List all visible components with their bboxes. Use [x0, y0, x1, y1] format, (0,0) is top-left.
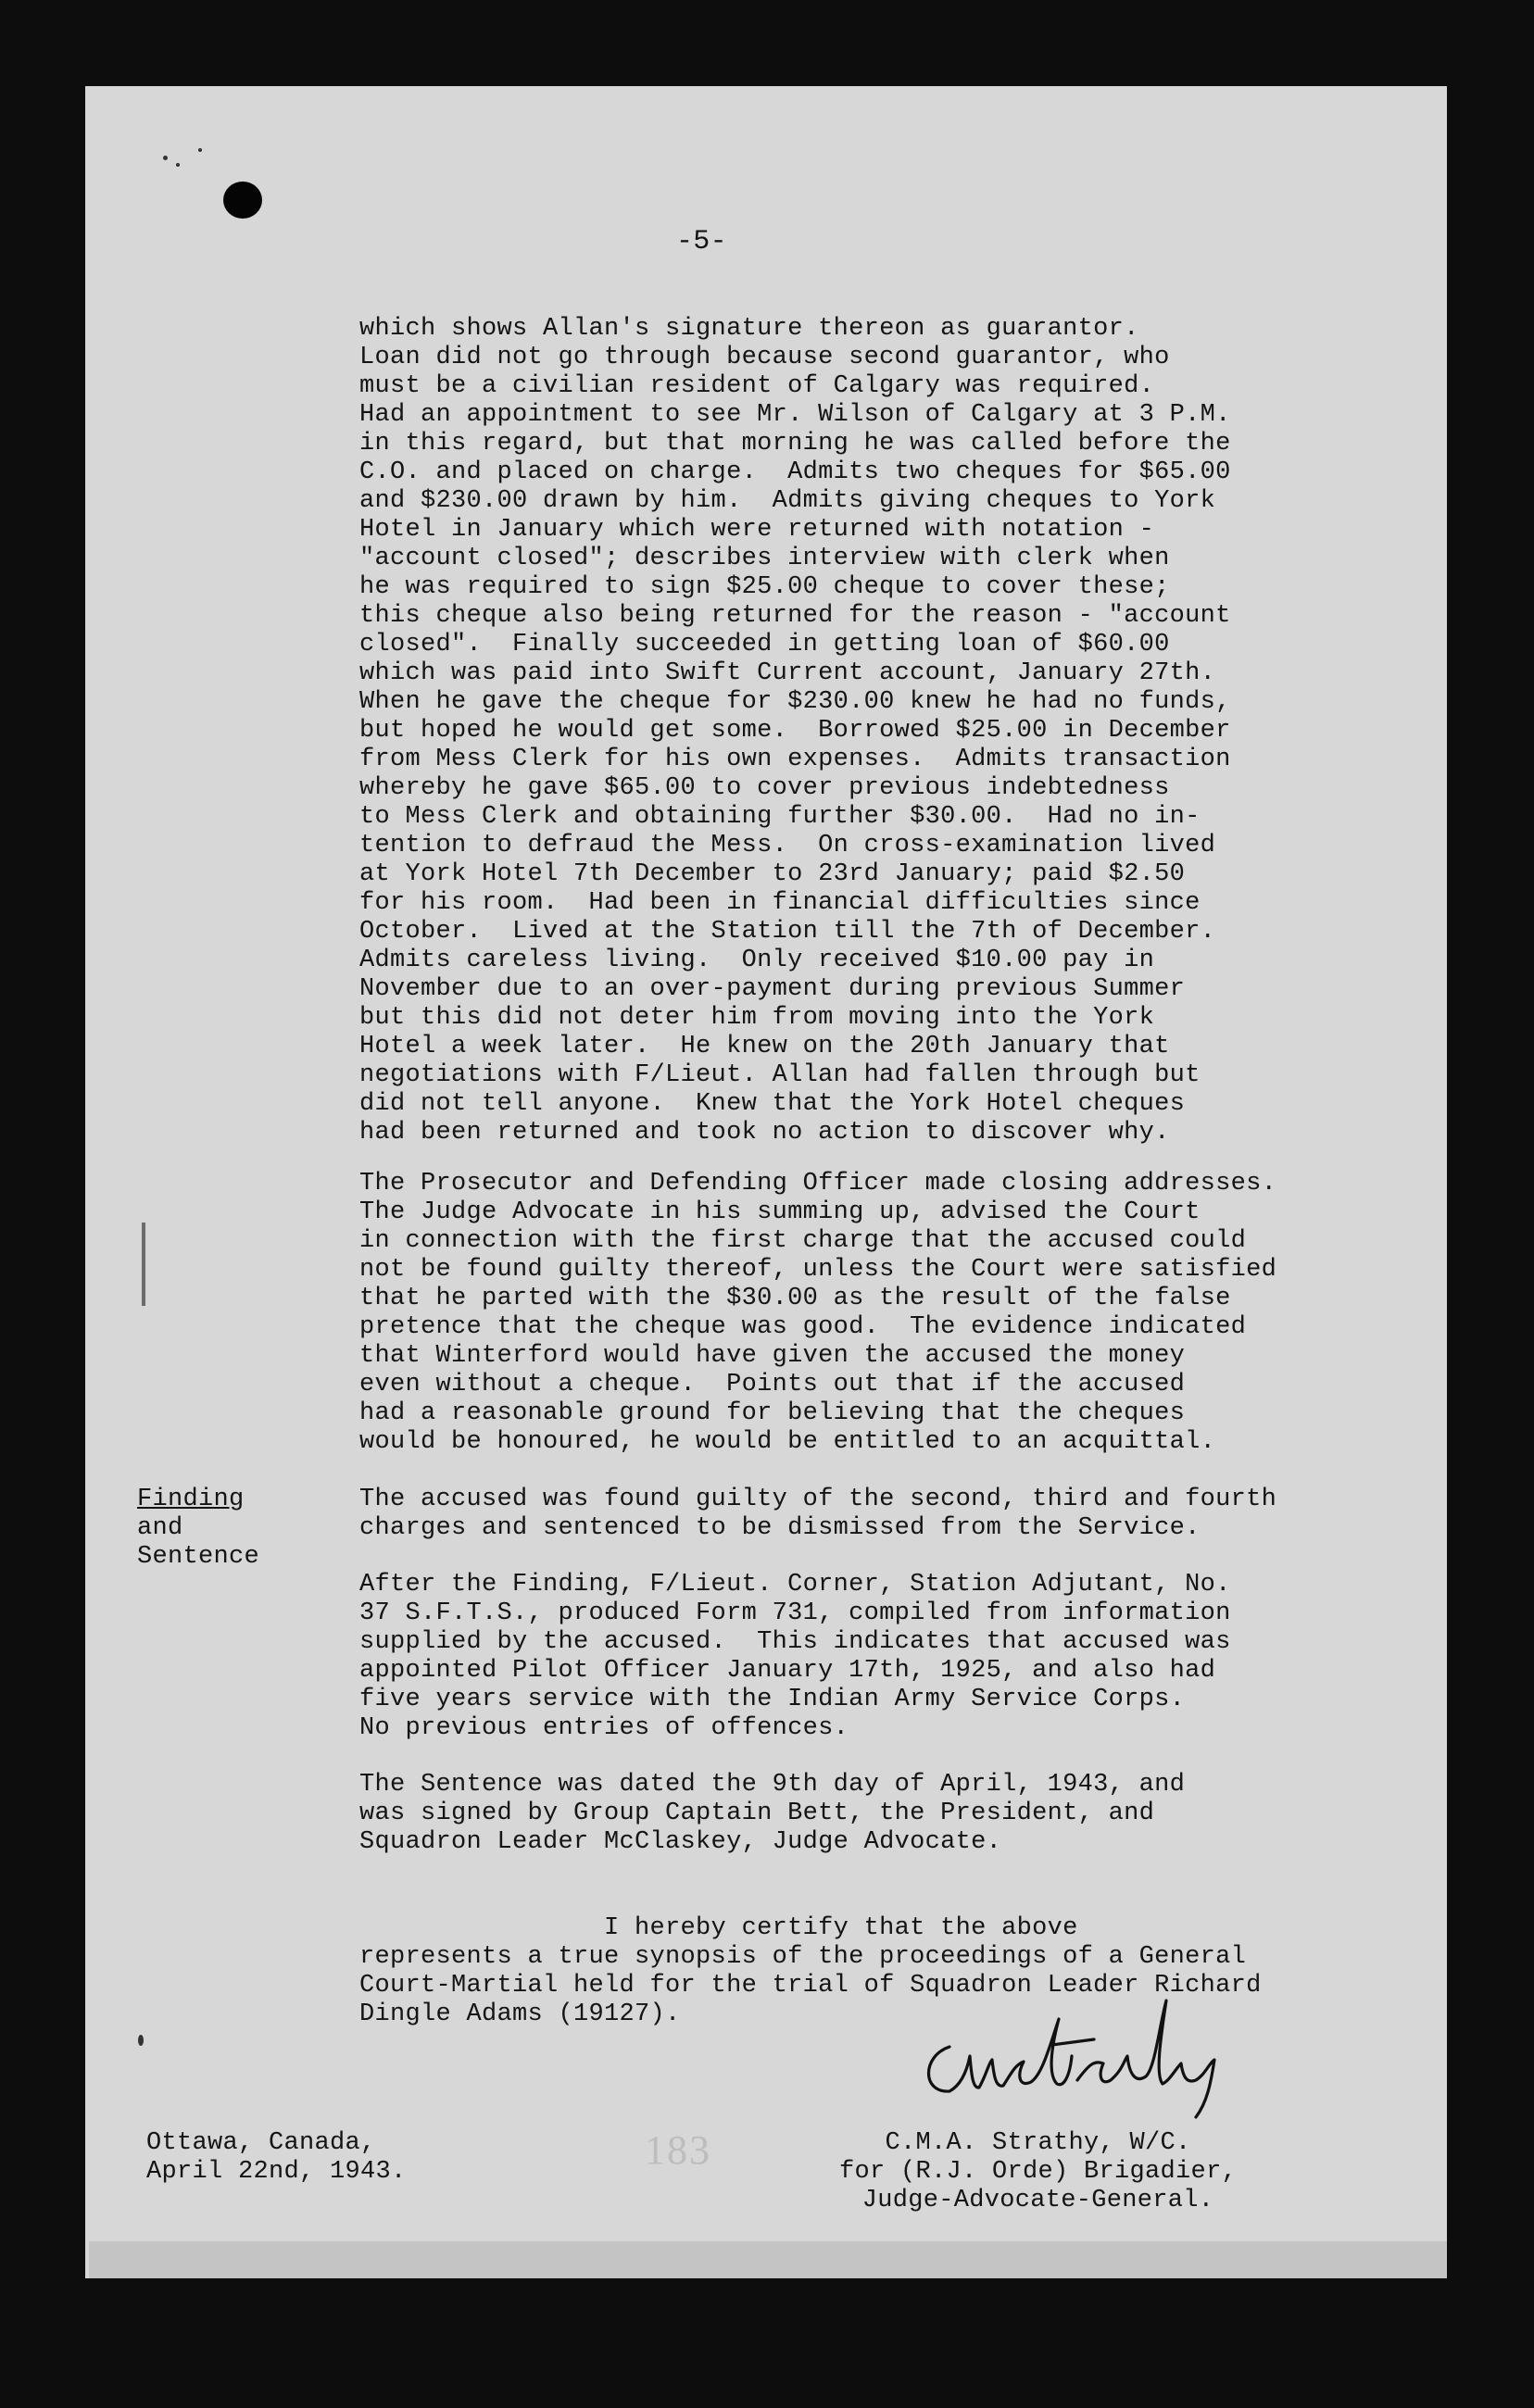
margin-note-line: Finding	[137, 1486, 245, 1513]
signatory-block: C.M.A. Strathy, W/C. for (R.J. Orde) Brigadier, Judge-Advocate-General.	[839, 2129, 1238, 2214]
paragraph-testimony: which shows Allan's signature thereon as guarantor. Loan did not go through because second guarantor, who must be a civilian resident of Calgary was required. Had an appointment to see Mr. Wilson of Calgary at 3 P.M. in this regard, but that morning he was called before the C.O. and placed on charge. Admits two cheques for $65.00 and $230.00 drawn by him. Admits giving cheques to York Hotel in January which were returned with notation - "account closed"; describes interview with clerk when he was required to sign $25.00 cheque to cover these; this cheque also being returned for the reason - "account closed". Finally succeeded in getting loan of $60.00 which was paid into Swift Current account, January 27th. When he gave the cheque for $230.00 knew he had no funds, but hoped he would get some. Borrowed $25.00 in December from Mess Clerk for his own expenses. Admits transaction whereby he gave $65.00 to cover previous indebtedness to Mess Clerk and obtaining further $30.00. Had no in- tention to defraud the Mess. On cross-examination lived at York Hotel 7th December to 23rd January; paid $2.50 for his room. Had been in financial difficulties since October. Lived at the Station till the 7th of December. Admits careless living. Only received $10.00 pay in November due to an over-payment during previous Summer but this did not deter him from moving into the York Hotel a week later. He knew on the 20th January that negotiations with F/Lieut. Allan had fallen through but did not tell anyone. Knew that the York Hotel cheques had been returned and took no action to discover why.	[359, 315, 1231, 1147]
place-and-date: Ottawa, Canada, April 22nd, 1943.	[146, 2129, 407, 2186]
speck	[138, 2035, 144, 2046]
paragraph-finding: The accused was found guilty of the second, third and fourth charges and sentenced to be dismissed from the Service.	[359, 1486, 1277, 1542]
page-number: -5-	[676, 226, 727, 257]
margin-pencil-mark	[142, 1223, 145, 1306]
speck	[163, 156, 168, 160]
paragraph-form-731: After the Finding, F/Lieut. Corner, Station Adjutant, No. 37 S.F.T.S., produced Form 731, compiled from information supplied by the accused. This indicates that accused was appointed Pilot Officer January 17th, 1925, and also had five years service with the Indian Army Service Corps. No previous entries of offences.	[359, 1571, 1231, 1742]
paragraph-sentence-dated: The Sentence was dated the 9th day of April, 1943, and was signed by Group Captain Bett, the President, and Squadron Leader McClaskey, Judge Advocate.	[359, 1771, 1186, 1856]
ink-blot	[223, 182, 262, 219]
paragraph-certification: I hereby certify that the above represents a true synopsis of the proceedings of a General Court-Martial held for the trial of Squadron Leader Richard Dingle Adams (19127).	[359, 1914, 1262, 2028]
margin-note-line: Sentence	[137, 1543, 260, 1571]
speck	[176, 163, 180, 167]
margin-note-line: and	[137, 1514, 183, 1542]
scan-edge	[89, 2241, 1447, 2278]
handwritten-signature	[912, 1991, 1283, 2121]
paragraph-summing-up: The Prosecutor and Defending Officer made closing addresses. The Judge Advocate in his summing up, advised the Court in connection with the first charge that the accused could not be found guilty thereof, unless the Court were satisfied that he parted with the $30.00 as the result of the false pretence that the cheque was good. The evidence indicated that Winterford would have given the accused the money even without a cheque. Points out that if the accused had a reasonable ground for believing that the cheques would be honoured, he would be entitled to an acquittal.	[359, 1170, 1277, 1456]
speck	[198, 148, 202, 152]
margin-note	[137, 1486, 259, 1572]
faded-stamp-number: 183	[645, 2127, 711, 2173]
